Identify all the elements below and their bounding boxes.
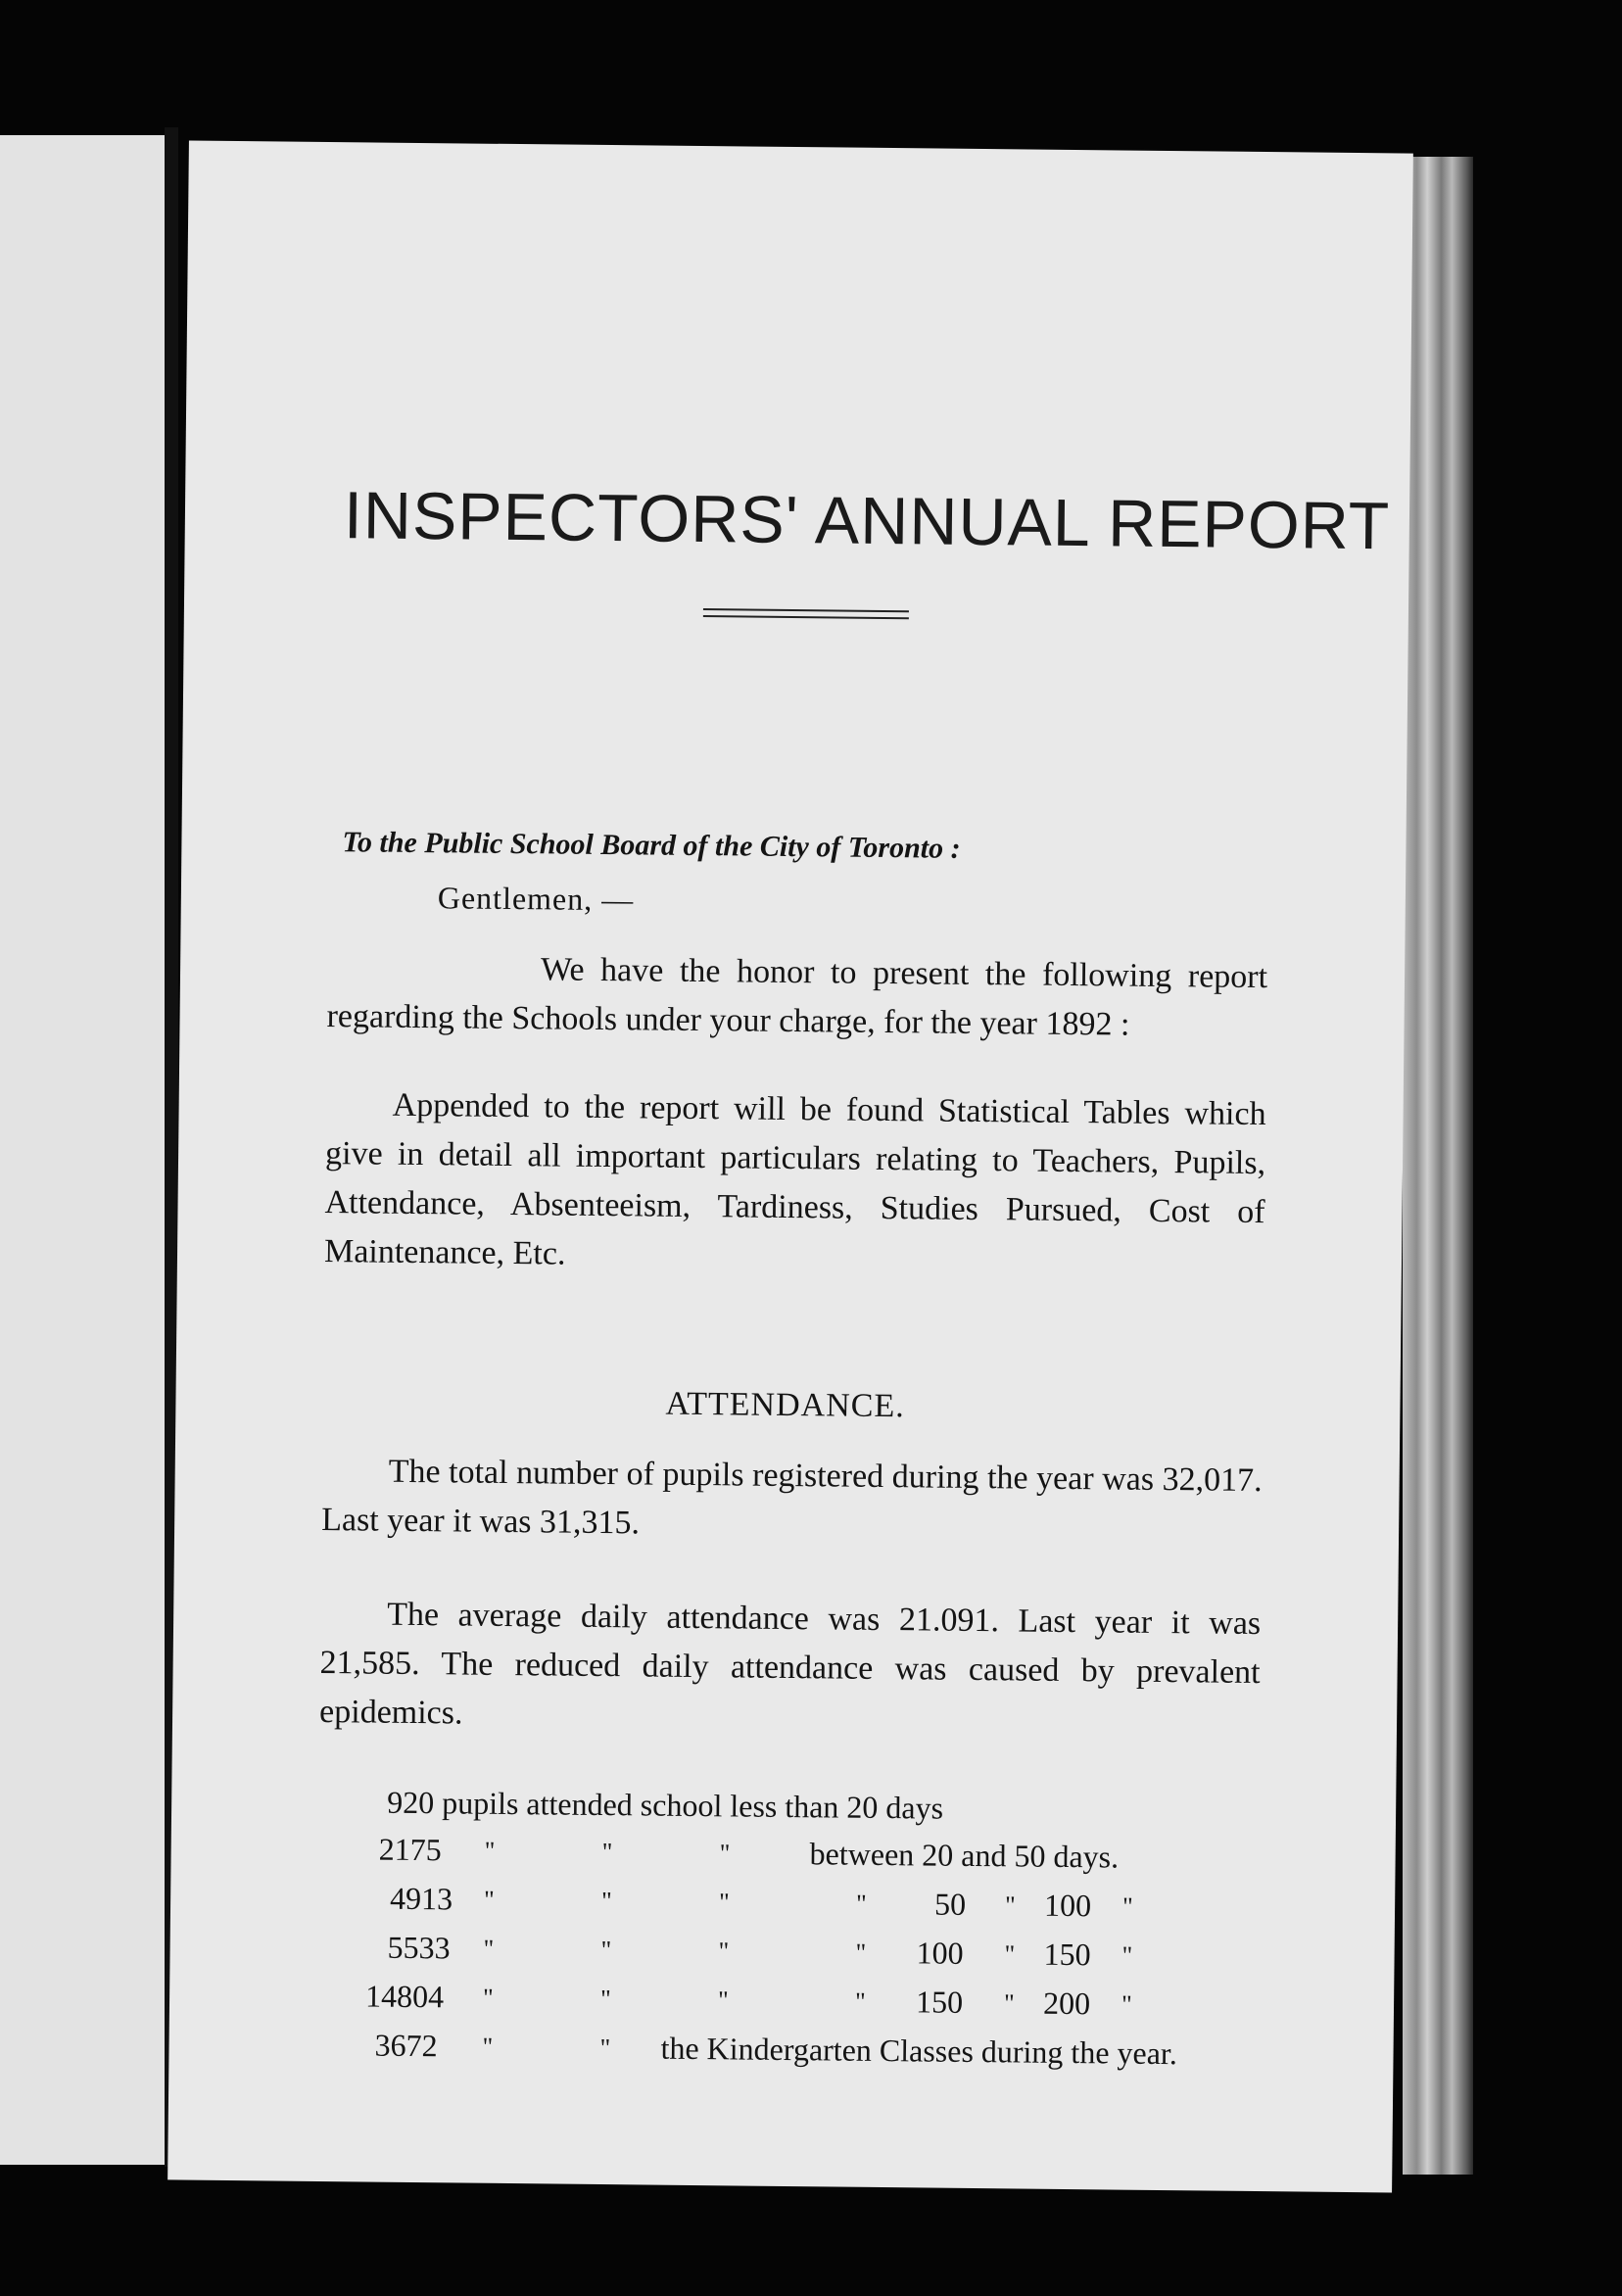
count: 4913: [389, 1880, 453, 1917]
ditto-mark: ": [718, 1937, 730, 1966]
count: 3672: [374, 2027, 438, 2064]
ditto-mark: ": [855, 1889, 867, 1918]
range-from: 150: [915, 1984, 964, 2020]
range-to: 150: [1043, 1936, 1091, 1973]
report-page: [167, 141, 1413, 2193]
row-text: pupils attended school less than 20 days: [441, 1785, 944, 1826]
ditto-mark: ": [483, 1934, 495, 1963]
range-to: 100: [1043, 1887, 1092, 1924]
intro-paragraph: [326, 943, 1267, 1051]
ditto-mark: ": [719, 1839, 731, 1868]
registered-text: The total number of pupils registered during the year was 32,017. Last year it was 31,315.: [321, 1453, 1263, 1542]
ditto-mark: ": [854, 1986, 866, 2016]
ditto-mark: ": [1121, 1940, 1133, 1970]
ditto-mark: ": [600, 1936, 612, 1965]
range-from: 100: [916, 1935, 964, 1971]
row-text: the Kindergarten Classes during the year.: [660, 2030, 1177, 2072]
ditto-mark: ": [718, 1888, 730, 1917]
list-item: [390, 1881, 453, 1918]
ditto-mark: ": [717, 1985, 729, 2015]
ditto-mark: ": [484, 1836, 496, 1865]
report-title: INSPECTORS' ANNUAL REPORT: [343, 478, 1391, 564]
title-rule-bottom: [703, 615, 909, 619]
ditto-mark: ": [482, 1983, 494, 2012]
list-item: [387, 1785, 943, 1827]
count: 920: [386, 1784, 435, 1821]
ditto-mark: ": [1003, 1988, 1015, 2018]
ditto-mark: ": [482, 2032, 494, 2061]
count: 5533: [387, 1929, 451, 1966]
registered-paragraph: [321, 1447, 1263, 1555]
count: 14804: [364, 1978, 445, 2015]
ditto-mark: ": [483, 1885, 495, 1914]
ditto-mark: ": [1121, 1989, 1132, 2019]
count: 2175: [378, 1831, 442, 1868]
ditto-mark: ": [599, 1985, 611, 2014]
ditto-mark: ": [1121, 1891, 1133, 1921]
section-heading: ATTENDANCE.: [665, 1385, 905, 1425]
average-paragraph: [319, 1590, 1262, 1746]
appended-paragraph: [324, 1080, 1266, 1286]
ditto-mark: ": [1004, 1939, 1016, 1969]
page-edges: [1403, 157, 1473, 2175]
ditto-mark: ": [855, 1937, 867, 1967]
list-item: [387, 1930, 450, 1967]
salutation: To the Public School Board of the City of Toronto :: [342, 826, 961, 865]
appended-text: Appended to the report will be found Statistical Tables which give in detail all important particulars relating to Teachers, Pupils, Attendance, Absenteeism, Tardiness, Studies Pursued, Cost of Maintenance, Etc.: [323, 1086, 1266, 1272]
ditto-mark: ": [1004, 1890, 1016, 1920]
list-item: [365, 1979, 444, 2016]
ditto-mark: ": [600, 1887, 612, 1916]
list-item: [378, 1832, 441, 1869]
range-to: 200: [1042, 1985, 1091, 2022]
ditto-mark: ": [599, 2033, 611, 2063]
intro-text: We have the honor to present the following report regarding the Schools under your charge, for the year 1892 :: [326, 951, 1268, 1043]
greeting: Gentlemen, —: [437, 880, 635, 918]
list-item: [374, 2028, 437, 2065]
range-from: 50: [933, 1886, 967, 1922]
average-text: The average daily attendance was 21.091. Last year it was 21,585. The reduced daily attendance was caused by prevalent epidemics.: [318, 1596, 1262, 1732]
row-text: between 20 and 50 days.: [809, 1836, 1120, 1875]
facing-page: [0, 135, 165, 2165]
ditto-mark: ": [601, 1838, 613, 1867]
title-rule-top: [703, 608, 909, 612]
